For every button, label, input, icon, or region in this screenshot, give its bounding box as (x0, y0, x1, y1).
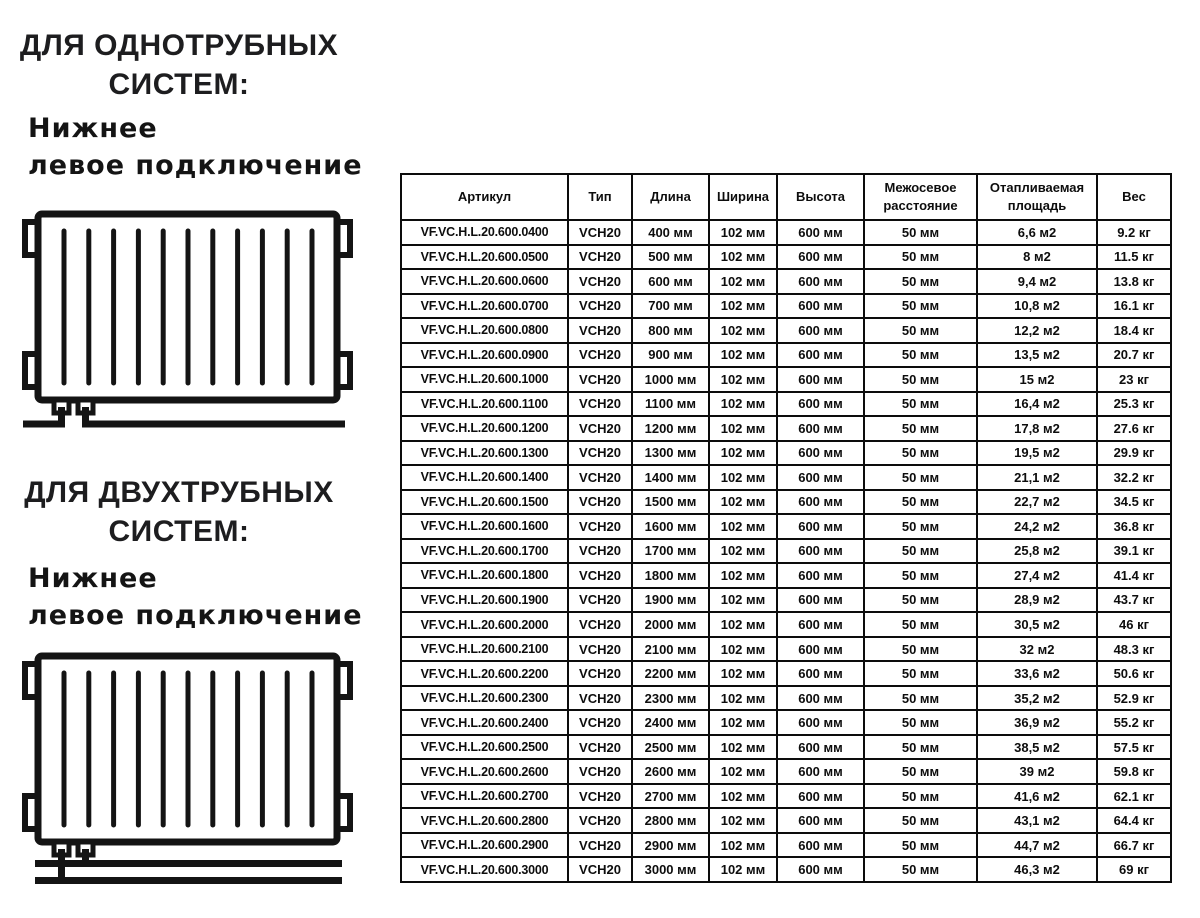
table-cell: 62.1 кг (1097, 784, 1171, 809)
table-cell: VCH20 (568, 490, 632, 515)
table-cell: 2600 мм (632, 759, 709, 784)
heading-line: СИСТЕМ: (108, 68, 250, 101)
table-cell: 2500 мм (632, 735, 709, 760)
table-row (401, 686, 1171, 711)
table-cell: VF.VC.H.L.20.600.1700 (401, 539, 568, 564)
table-cell: 2900 мм (632, 833, 709, 858)
table-cell: VCH20 (568, 318, 632, 343)
table-cell: 34.5 кг (1097, 490, 1171, 515)
table-cell: VCH20 (568, 637, 632, 662)
table-cell: 1000 мм (632, 367, 709, 392)
table-cell: 46,3 м2 (977, 857, 1097, 882)
table-cell: 1600 мм (632, 514, 709, 539)
table-cell: 102 мм (709, 833, 777, 858)
table-cell: 57.5 кг (1097, 735, 1171, 760)
table-cell: 32.2 кг (1097, 465, 1171, 490)
table-cell: 50 мм (864, 490, 977, 515)
table-cell: 50 мм (864, 710, 977, 735)
table-cell: 22,7 м2 (977, 490, 1097, 515)
table-cell: 9.2 кг (1097, 220, 1171, 245)
table-cell: 8 м2 (977, 245, 1097, 270)
table-cell: 1700 мм (632, 539, 709, 564)
table-cell: 102 мм (709, 735, 777, 760)
table-cell: VCH20 (568, 514, 632, 539)
table-cell: VCH20 (568, 661, 632, 686)
table-row (401, 808, 1171, 833)
table-cell: VF.VC.H.L.20.600.0700 (401, 294, 568, 319)
table-cell: 18.4 кг (1097, 318, 1171, 343)
table-cell: 50 мм (864, 294, 977, 319)
table-cell: 2000 мм (632, 612, 709, 637)
table-cell: 50 мм (864, 245, 977, 270)
table-cell: 600 мм (777, 441, 864, 466)
table-cell: VCH20 (568, 833, 632, 858)
table-body (401, 220, 1171, 882)
table-cell: 600 мм (777, 735, 864, 760)
table-cell: 69 кг (1097, 857, 1171, 882)
table-cell: VF.VC.H.L.20.600.0900 (401, 343, 568, 368)
heading-line: ДЛЯ ДВУХТРУБНЫХ (24, 476, 334, 509)
table-cell: 800 мм (632, 318, 709, 343)
table-cell: 102 мм (709, 245, 777, 270)
table-row (401, 661, 1171, 686)
table-row (401, 735, 1171, 760)
column-header-height: Высота (777, 174, 864, 220)
table-cell: 50 мм (864, 514, 977, 539)
table-cell: 16,4 м2 (977, 392, 1097, 417)
table-cell: 13.8 кг (1097, 269, 1171, 294)
table-cell: 41.4 кг (1097, 563, 1171, 588)
table-cell: 64.4 кг (1097, 808, 1171, 833)
table-cell: VCH20 (568, 759, 632, 784)
table-cell: 19,5 м2 (977, 441, 1097, 466)
table-cell: 102 мм (709, 759, 777, 784)
table-cell: VCH20 (568, 416, 632, 441)
table-cell: 50 мм (864, 808, 977, 833)
table-cell: 102 мм (709, 784, 777, 809)
table-cell: VF.VC.H.L.20.600.1000 (401, 367, 568, 392)
table-cell: VF.VC.H.L.20.600.0500 (401, 245, 568, 270)
table-cell: VF.VC.H.L.20.600.1900 (401, 588, 568, 613)
table-cell: 900 мм (632, 343, 709, 368)
table-cell: 102 мм (709, 318, 777, 343)
table-cell: 102 мм (709, 808, 777, 833)
table-cell: 12,2 м2 (977, 318, 1097, 343)
table-cell: 50 мм (864, 318, 977, 343)
table-cell: 102 мм (709, 612, 777, 637)
table-cell: 23 кг (1097, 367, 1171, 392)
table-cell: 9,4 м2 (977, 269, 1097, 294)
table-row (401, 490, 1171, 515)
table-cell: 50 мм (864, 661, 977, 686)
table-cell: 52.9 кг (1097, 686, 1171, 711)
table-cell: 600 мм (777, 269, 864, 294)
table-cell: VCH20 (568, 539, 632, 564)
table-cell: VCH20 (568, 686, 632, 711)
table-cell: VCH20 (568, 294, 632, 319)
connection-line: левое подключение (28, 150, 363, 181)
table-cell: 36,9 м2 (977, 710, 1097, 735)
table-cell: 2700 мм (632, 784, 709, 809)
table-row (401, 784, 1171, 809)
table-cell: 11.5 кг (1097, 245, 1171, 270)
table-cell: 2300 мм (632, 686, 709, 711)
table-cell: VCH20 (568, 220, 632, 245)
table-cell: 600 мм (777, 637, 864, 662)
table-cell: VF.VC.H.L.20.600.1300 (401, 441, 568, 466)
table-cell: 102 мм (709, 441, 777, 466)
table-cell: VF.VC.H.L.20.600.1600 (401, 514, 568, 539)
table-cell: 24,2 м2 (977, 514, 1097, 539)
table-cell: 50 мм (864, 759, 977, 784)
table-cell: 55.2 кг (1097, 710, 1171, 735)
table-cell: VCH20 (568, 857, 632, 882)
table-cell: 1500 мм (632, 490, 709, 515)
table-cell: VF.VC.H.L.20.600.2600 (401, 759, 568, 784)
table-cell: 3000 мм (632, 857, 709, 882)
table-cell: VCH20 (568, 588, 632, 613)
table-cell: 39 м2 (977, 759, 1097, 784)
table-cell: 600 мм (777, 220, 864, 245)
table-cell: 400 мм (632, 220, 709, 245)
connection-line: левое подключение (28, 600, 363, 631)
table-cell: 600 мм (777, 661, 864, 686)
table-row (401, 833, 1171, 858)
table-cell: VCH20 (568, 784, 632, 809)
table-cell: 50 мм (864, 563, 977, 588)
heading-line: ДЛЯ ОДНОТРУБНЫХ (19, 29, 339, 62)
table-cell: 1200 мм (632, 416, 709, 441)
table-cell: 102 мм (709, 220, 777, 245)
table-cell: 102 мм (709, 514, 777, 539)
table-cell: 2200 мм (632, 661, 709, 686)
table-cell: 600 мм (777, 245, 864, 270)
table-cell: 27,4 м2 (977, 563, 1097, 588)
table-cell: 102 мм (709, 343, 777, 368)
table-cell: 21,1 м2 (977, 465, 1097, 490)
table-cell: 102 мм (709, 661, 777, 686)
table-row (401, 245, 1171, 270)
table-cell: 600 мм (777, 710, 864, 735)
table-cell: 102 мм (709, 269, 777, 294)
table-cell: VF.VC.H.L.20.600.0600 (401, 269, 568, 294)
table-cell: 66.7 кг (1097, 833, 1171, 858)
table-cell: VF.VC.H.L.20.600.2000 (401, 612, 568, 637)
table-cell: 102 мм (709, 294, 777, 319)
table-cell: 50 мм (864, 441, 977, 466)
table-cell: 36.8 кг (1097, 514, 1171, 539)
radiator-spec-table (400, 173, 1172, 883)
table-row (401, 294, 1171, 319)
table-cell: 600 мм (777, 539, 864, 564)
table-cell: 2800 мм (632, 808, 709, 833)
table-cell: 102 мм (709, 465, 777, 490)
table-cell: VF.VC.H.L.20.600.1500 (401, 490, 568, 515)
table-cell: 43,1 м2 (977, 808, 1097, 833)
table-cell: 50 мм (864, 367, 977, 392)
table-cell: 600 мм (777, 808, 864, 833)
table-cell: VF.VC.H.L.20.600.2900 (401, 833, 568, 858)
table-cell: 600 мм (777, 784, 864, 809)
table-cell: 50 мм (864, 465, 977, 490)
table-cell: 6,6 м2 (977, 220, 1097, 245)
table-cell: VCH20 (568, 245, 632, 270)
table-cell: VF.VC.H.L.20.600.2200 (401, 661, 568, 686)
table-cell: VF.VC.H.L.20.600.1800 (401, 563, 568, 588)
table-cell: VCH20 (568, 612, 632, 637)
table-row (401, 269, 1171, 294)
radiator-single-pipe-diagram (20, 206, 355, 431)
table-cell: 102 мм (709, 416, 777, 441)
table-cell: 600 мм (777, 392, 864, 417)
column-header-length: Длина (632, 174, 709, 220)
table-cell: 33,6 м2 (977, 661, 1097, 686)
table-cell: 50 мм (864, 833, 977, 858)
table-cell: 600 мм (777, 563, 864, 588)
table-cell: 600 мм (777, 367, 864, 392)
table-cell: VCH20 (568, 735, 632, 760)
table-cell: 50 мм (864, 857, 977, 882)
table-cell: 700 мм (632, 294, 709, 319)
table-cell: 600 мм (777, 759, 864, 784)
column-header-width: Ширина (709, 174, 777, 220)
table-cell: 13,5 м2 (977, 343, 1097, 368)
table-cell: VCH20 (568, 808, 632, 833)
table-cell: 48.3 кг (1097, 637, 1171, 662)
table-cell: 600 мм (777, 514, 864, 539)
table-cell: 25.3 кг (1097, 392, 1171, 417)
table-row (401, 514, 1171, 539)
table-cell: 38,5 м2 (977, 735, 1097, 760)
table-cell: 43.7 кг (1097, 588, 1171, 613)
table-cell: 2100 мм (632, 637, 709, 662)
table-cell: 50 мм (864, 416, 977, 441)
table-cell: VF.VC.H.L.20.600.2400 (401, 710, 568, 735)
table-row (401, 392, 1171, 417)
table-cell: 600 мм (777, 857, 864, 882)
table-cell: 50 мм (864, 612, 977, 637)
table-cell: 29.9 кг (1097, 441, 1171, 466)
table-cell: 600 мм (777, 465, 864, 490)
table-row (401, 759, 1171, 784)
table-cell: VF.VC.H.L.20.600.2800 (401, 808, 568, 833)
table-cell: 39.1 кг (1097, 539, 1171, 564)
table-cell: 600 мм (777, 343, 864, 368)
table-cell: VCH20 (568, 441, 632, 466)
table-cell: 17,8 м2 (977, 416, 1097, 441)
table-row (401, 563, 1171, 588)
table-row (401, 612, 1171, 637)
table-cell: 2400 мм (632, 710, 709, 735)
table-cell: 1300 мм (632, 441, 709, 466)
table-cell: VF.VC.H.L.20.600.0800 (401, 318, 568, 343)
table-row (401, 637, 1171, 662)
table-cell: 600 мм (777, 318, 864, 343)
table-cell: 600 мм (777, 686, 864, 711)
table-cell: VF.VC.H.L.20.600.2100 (401, 637, 568, 662)
table-row (401, 367, 1171, 392)
table-cell: VF.VC.H.L.20.600.2300 (401, 686, 568, 711)
table-cell: VCH20 (568, 710, 632, 735)
table-cell: 600 мм (777, 833, 864, 858)
connection-line: Нижнее (28, 113, 158, 144)
table-cell: 20.7 кг (1097, 343, 1171, 368)
table-cell: VF.VC.H.L.20.600.3000 (401, 857, 568, 882)
table-cell: 102 мм (709, 588, 777, 613)
table-cell: 600 мм (777, 612, 864, 637)
table-cell: 102 мм (709, 563, 777, 588)
table-row (401, 857, 1171, 882)
table-row (401, 588, 1171, 613)
column-header-heated-area: Отапливаемая площадь (977, 174, 1097, 220)
table-cell: 1900 мм (632, 588, 709, 613)
table-cell: 50 мм (864, 637, 977, 662)
table-cell: VF.VC.H.L.20.600.1400 (401, 465, 568, 490)
column-header-type: Тип (568, 174, 632, 220)
table-cell: 41,6 м2 (977, 784, 1097, 809)
heading-line: СИСТЕМ: (108, 515, 250, 548)
table-cell: 35,2 м2 (977, 686, 1097, 711)
table-cell: 50 мм (864, 784, 977, 809)
table-row (401, 465, 1171, 490)
table-cell: VF.VC.H.L.20.600.1100 (401, 392, 568, 417)
table-cell: 1800 мм (632, 563, 709, 588)
table-cell: 600 мм (777, 294, 864, 319)
table-cell: 1100 мм (632, 392, 709, 417)
table-cell: 500 мм (632, 245, 709, 270)
table-cell: 600 мм (632, 269, 709, 294)
table-cell: 50 мм (864, 588, 977, 613)
column-header-axle-distance: Межосевое расстояние (864, 174, 977, 220)
table-row (401, 441, 1171, 466)
table-cell: VCH20 (568, 392, 632, 417)
table-cell: 16.1 кг (1097, 294, 1171, 319)
table-cell: 50 мм (864, 539, 977, 564)
table-cell: 600 мм (777, 490, 864, 515)
two-pipe-section-heading (0, 473, 358, 551)
radiator-two-pipe-diagram (20, 648, 355, 888)
table-cell: 44,7 м2 (977, 833, 1097, 858)
table-cell: 59.8 кг (1097, 759, 1171, 784)
table-row (401, 220, 1171, 245)
table-cell: 102 мм (709, 857, 777, 882)
table-cell: 50 мм (864, 735, 977, 760)
table-cell: 102 мм (709, 392, 777, 417)
column-header-article: Артикул (401, 174, 568, 220)
table-row (401, 318, 1171, 343)
table-cell: 600 мм (777, 588, 864, 613)
table-cell: 32 м2 (977, 637, 1097, 662)
table-cell: 50 мм (864, 686, 977, 711)
connection-line: Нижнее (28, 563, 158, 594)
table-cell: 50.6 кг (1097, 661, 1171, 686)
table-cell: VCH20 (568, 367, 632, 392)
table-cell: 50 мм (864, 220, 977, 245)
table-cell: 102 мм (709, 637, 777, 662)
table-cell: 102 мм (709, 539, 777, 564)
table-cell: 50 мм (864, 269, 977, 294)
table-cell: 102 мм (709, 490, 777, 515)
table-cell: 15 м2 (977, 367, 1097, 392)
table-cell: 102 мм (709, 686, 777, 711)
table-cell: 25,8 м2 (977, 539, 1097, 564)
table-cell: 1400 мм (632, 465, 709, 490)
table-cell: VCH20 (568, 465, 632, 490)
column-header-weight: Вес (1097, 174, 1171, 220)
table-cell: 50 мм (864, 343, 977, 368)
table-cell: 27.6 кг (1097, 416, 1171, 441)
table-cell: VF.VC.H.L.20.600.1200 (401, 416, 568, 441)
two-pipe-connection-label (28, 560, 368, 634)
table-cell: 30,5 м2 (977, 612, 1097, 637)
table-cell: 600 мм (777, 416, 864, 441)
table-row (401, 343, 1171, 368)
table-cell: VF.VC.H.L.20.600.0400 (401, 220, 568, 245)
single-pipe-connection-label (28, 110, 368, 184)
single-pipe-section-heading (0, 26, 358, 104)
table-cell: VCH20 (568, 269, 632, 294)
table-cell: 50 мм (864, 392, 977, 417)
table-header-row (401, 174, 1171, 220)
table-row (401, 710, 1171, 735)
table-cell: VF.VC.H.L.20.600.2500 (401, 735, 568, 760)
table-row (401, 416, 1171, 441)
table-cell: VF.VC.H.L.20.600.2700 (401, 784, 568, 809)
table-cell: VCH20 (568, 343, 632, 368)
table-cell: 102 мм (709, 710, 777, 735)
table-cell: 10,8 м2 (977, 294, 1097, 319)
table-row (401, 539, 1171, 564)
table-cell: 28,9 м2 (977, 588, 1097, 613)
table-cell: 102 мм (709, 367, 777, 392)
table-cell: VCH20 (568, 563, 632, 588)
table-cell: 46 кг (1097, 612, 1171, 637)
